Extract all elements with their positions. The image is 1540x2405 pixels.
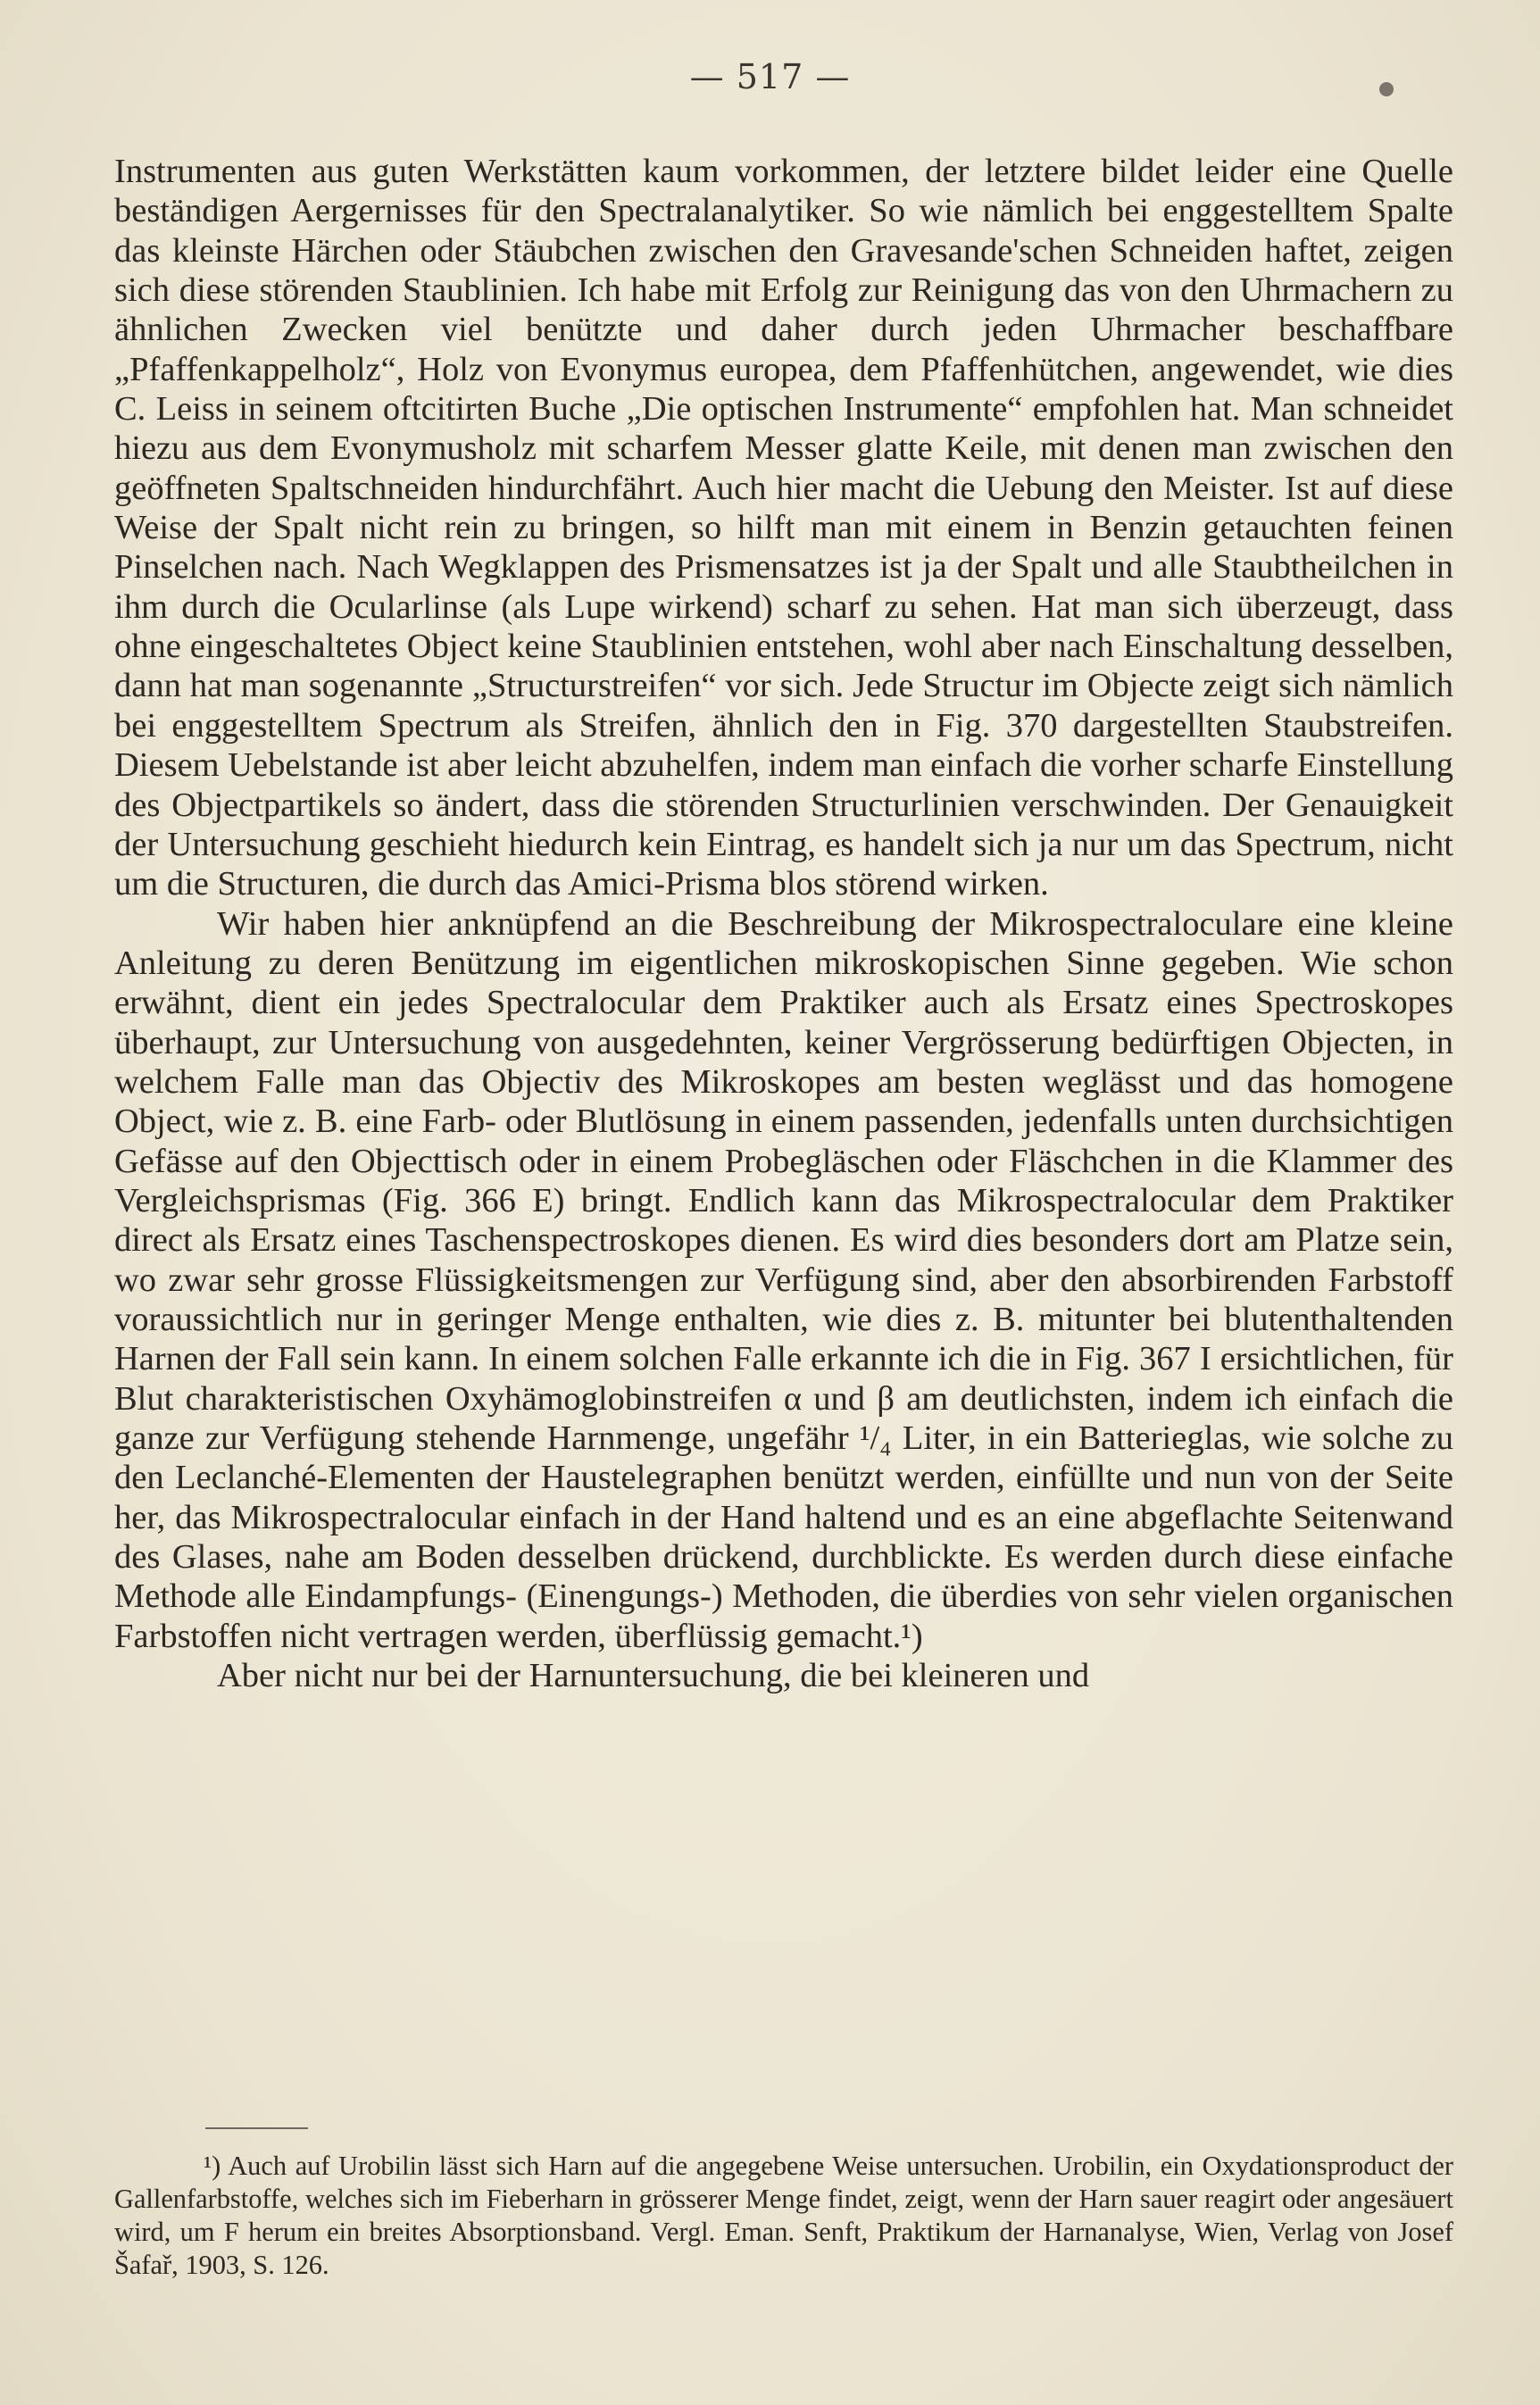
- footnotes: [114, 2150, 1453, 2282]
- ink-spot: [1379, 82, 1394, 96]
- paragraph: Aber nicht nur bei der Harnuntersuchung, die bei kleineren und: [217, 1657, 1090, 1695]
- main-text: [114, 152, 1453, 1695]
- footnote: ¹) Auch auf Urobilin lässt sich Harn auf die angegebene Weise untersuchen. Urobilin, ein Oxydationsproduct der Gallenfarbstoffe, welches sich im Fieberharn in grösserer Menge findet, zeigt, wenn der Harn sauer reagirt oder angesäuert wird, um F herum ein breites Absorptionsband. Vergl. Eman. Senft, Praktikum der Harnanalyse, Wien, Verlag von Josef Šafař, 1903, S. 126.: [114, 2151, 1453, 2280]
- paragraph: Wir haben hier anknüpfend an die Beschreibung der Mikrospectraloculare eine kleine Anleitung zu deren Benützung im eigentlichen mikroskopischen Sinne gegeben. Wie schon erwähnt, dient ein jedes Spectralocular dem Praktiker auch als Ersatz eines Spectroskopes überhaupt, zur Untersuchung von ausgedehnten, keiner Vergrösserung bedürftigen Objecten, in welchem Falle man das Objectiv des Mikroskopes am besten weglässt und das homogene Object, wie z. B. eine Farb- oder Blutlösung in einem passenden, jedenfalls unten durchsichtigen Gefässe auf den Objecttisch oder in einem Probegläschen oder Fläschchen in die Klammer des Vergleichsprismas (Fig. 366 E) bringt. Endlich kann das Mikrospectralocular dem Praktiker direct als Ersatz eines Taschenspectroskopes dienen. Es wird dies besonders dort am Platze sein, wo zwar sehr grosse Flüssigkeitsmengen zur Verfügung sind, aber den absorbirenden Farbstoff voraussichtlich nur in geringer Menge enthalten, wie dies z. B. mitunter bei blutenthaltenden Harnen der Fall sein kann. In einem solchen Falle erkannte ich die in Fig. 367 I ersichtlichen, für Blut charakteristischen Oxyhämoglobinstreifen α und β am deutlichsten, indem ich einfach die ganze zur Verfügung stehende Harnmenge, ungefähr ¹/₄ Liter, in ein Batterieglas, wie solche zu den Leclanché-Elementen der Haustelegraphen benützt werden, einfüllte und nun von der Seite her, das Mikrospectralocular einfach in der Hand haltend und es an eine abgeflachte Seitenwand des Glases, nahe am Boden desselben drückend, durchblickte. Es werden durch diese einfache Methode alle Eindampfungs- (Einengungs-) Methoden, die überdies von sehr vielen organischen Farbstoffen nicht vertragen werden, überflüssig gemacht.¹): [114, 904, 1453, 1655]
- footnote-divider: [205, 2127, 308, 2129]
- paragraph: Instrumenten aus guten Werkstätten kaum vorkommen, der letztere bildet leider eine Quelle beständigen Aergernisses für den Spectralanalytiker. So wie nämlich bei enggestelltem Spalte das kleinste Härchen oder Stäubchen zwischen den Gravesande'schen Schneiden haftet, zeigen sich diese störenden Staublinien. Ich habe mit Erfolg zur Reinigung das von den Uhrmachern zu ähnlichen Zwecken viel benützte und daher durch jeden Uhrmacher beschaffbare „Pfaffenkappelholz“, Holz von Evonymus europea, dem Pfaffenhütchen, angewendet, wie dies C. Leiss in seinem oftcitirten Buche „Die optischen Instrumente“ empfohlen hat. Man schneidet hiezu aus dem Evonymusholz mit scharfem Messer glatte Keile, mit denen man zwischen den geöffneten Spaltschneiden hindurchfährt. Auch hier macht die Uebung den Meister. Ist auf diese Weise der Spalt nicht rein zu bringen, so hilft man mit einem in Benzin getauchten feinen Pinselchen nach. Nach Wegklappen des Prismensatzes ist ja der Spalt und alle Staubtheilchen in ihm durch die Ocularlinse (als Lupe wirkend) scharf zu sehen. Hat man sich überzeugt, dass ohne eingeschaltetes Object keine Staublinien entstehen, wohl aber nach Einschaltung desselben, dann hat man sogenannte „Structurstreifen“ vor sich. Jede Structur im Objecte zeigt sich nämlich bei enggestelltem Spectrum als Streifen, ähnlich den in Fig. 370 dargestellten Staubstreifen. Diesem Uebelstande ist aber leicht abzuhelfen, indem man einfach die vorher scharfe Einstellung des Objectpartikels so ändert, dass die störenden Structurlinien verschwinden. Der Genauigkeit der Untersuchung geschieht hiedurch kein Eintrag, es handelt sich ja nur um das Spectrum, nicht um die Structuren, die durch das Amici-Prisma blos störend wirken.: [114, 153, 1453, 903]
- page-number: — 517 —: [689, 57, 851, 96]
